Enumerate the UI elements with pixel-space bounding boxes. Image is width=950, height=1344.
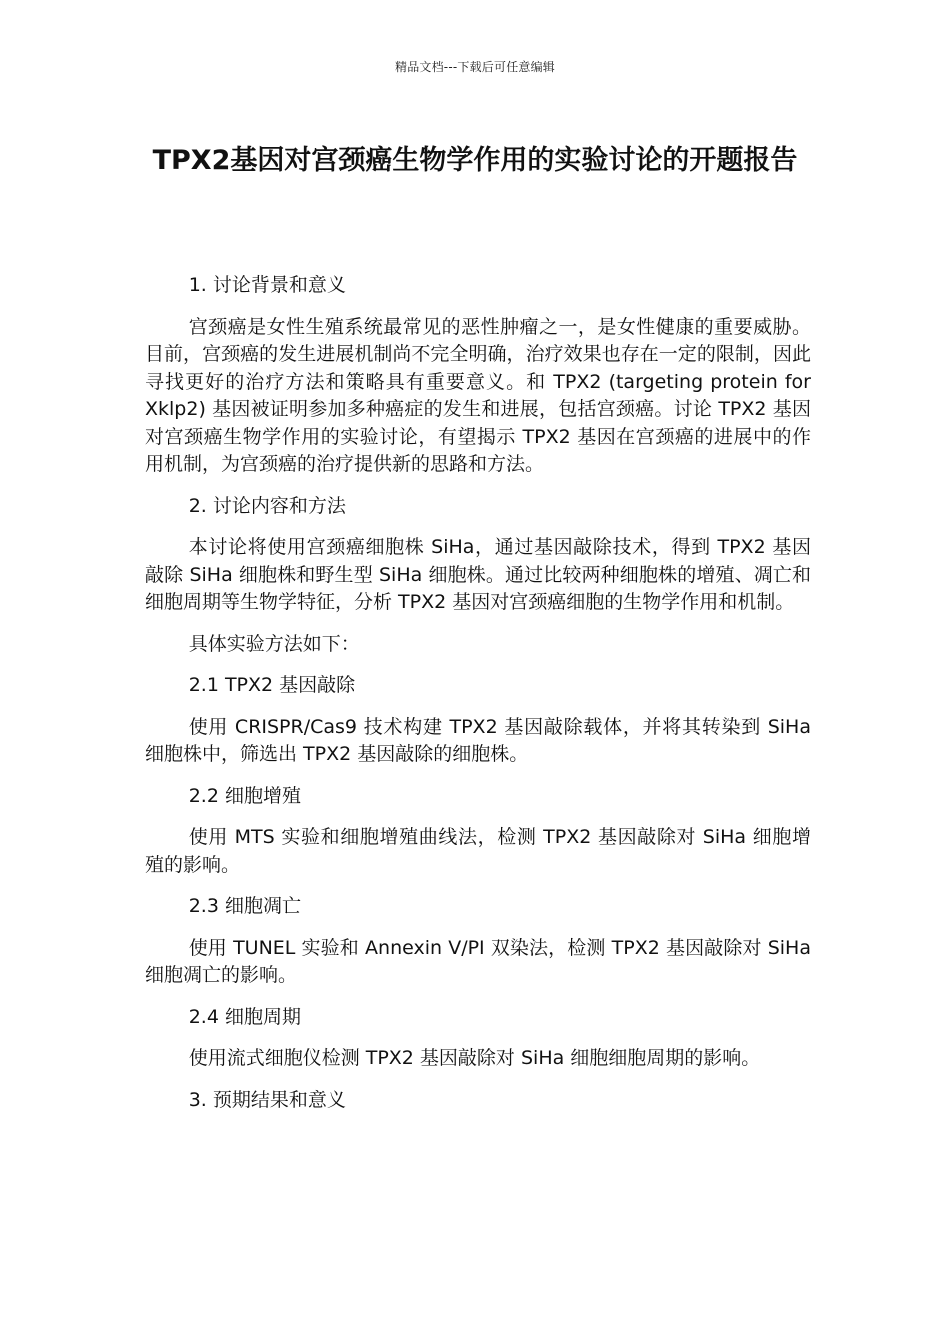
header-note: 精品文档---下载后可任意编辑 (395, 60, 555, 74)
section-3-heading: 3. 预期结果和意义 (188, 1088, 346, 1111)
document-title: TPX2基因对宫颈癌生物学作用的实验讨论的开题报告 (152, 145, 798, 176)
method-2-4-heading: 2.4 细胞周期 (188, 1005, 301, 1028)
methods-intro: 具体实验方法如下： (188, 632, 360, 655)
method-2-3-heading: 2.3 细胞凋亡 (188, 895, 301, 917)
section-2-heading: 2. 讨论内容和方法 (188, 494, 346, 517)
method-2-2-heading: 2.2 细胞增殖 (188, 784, 301, 807)
method-2-1-heading: 2.1 TPX2 基因敲除 (188, 674, 356, 696)
method-2-2-paragraph: 使用 MTS 实验和细胞增殖曲线法，检测 TPX2 基因敲除对 SiHa 细胞增殖的影响。 (145, 826, 811, 876)
document-body (145, 272, 811, 1128)
method-2-1-paragraph: 使用 CRISPR/Cas9 技术构建 TPX2 基因敲除载体，并将其转染到 SiHa 细胞株中，筛选出 TPX2 基因敲除的细胞株。 (145, 715, 811, 765)
method-2-4-paragraph: 使用流式细胞仪检测 TPX2 基因敲除对 SiHa 细胞细胞周期的影响。 (188, 1047, 761, 1069)
section-2-paragraph: 本讨论将使用宫颈癌细胞株 SiHa，通过基因敲除技术，得到 TPX2 基因敲除 SiHa 细胞株和野生型 SiHa 细胞株。通过比较两种细胞株的增殖、凋亡和细胞周期等生物学特征，分析 TPX2 基因对宫颈癌细胞的生物学作用和机制。 (145, 536, 811, 613)
section-1-heading: 1. 讨论背景和意义 (188, 274, 346, 296)
method-2-3-paragraph: 使用 TUNEL 实验和 Annexin V/PI 双染法，检测 TPX2 基因敲除对 SiHa 细胞凋亡的影响。 (145, 936, 811, 986)
section-1-paragraph: 宫颈癌是女性生殖系统最常见的恶性肿瘤之一，是女性健康的重要威胁。目前，宫颈癌的发生进展机制尚不完全明确，治疗效果也存在一定的限制，因此寻找更好的治疗方法和策略具有重要意义。和 TPX2 (targeting protein for Xklp2) 基因被证明参加多种癌症的发生和进展，包括宫颈癌。讨论 TPX2 基因对宫颈癌生物学作用的实验讨论，有望揭示 TPX2 基因在宫颈癌的进展中的作用机制，为宫颈癌的治疗提供新的思路和方法。 (145, 315, 811, 475)
